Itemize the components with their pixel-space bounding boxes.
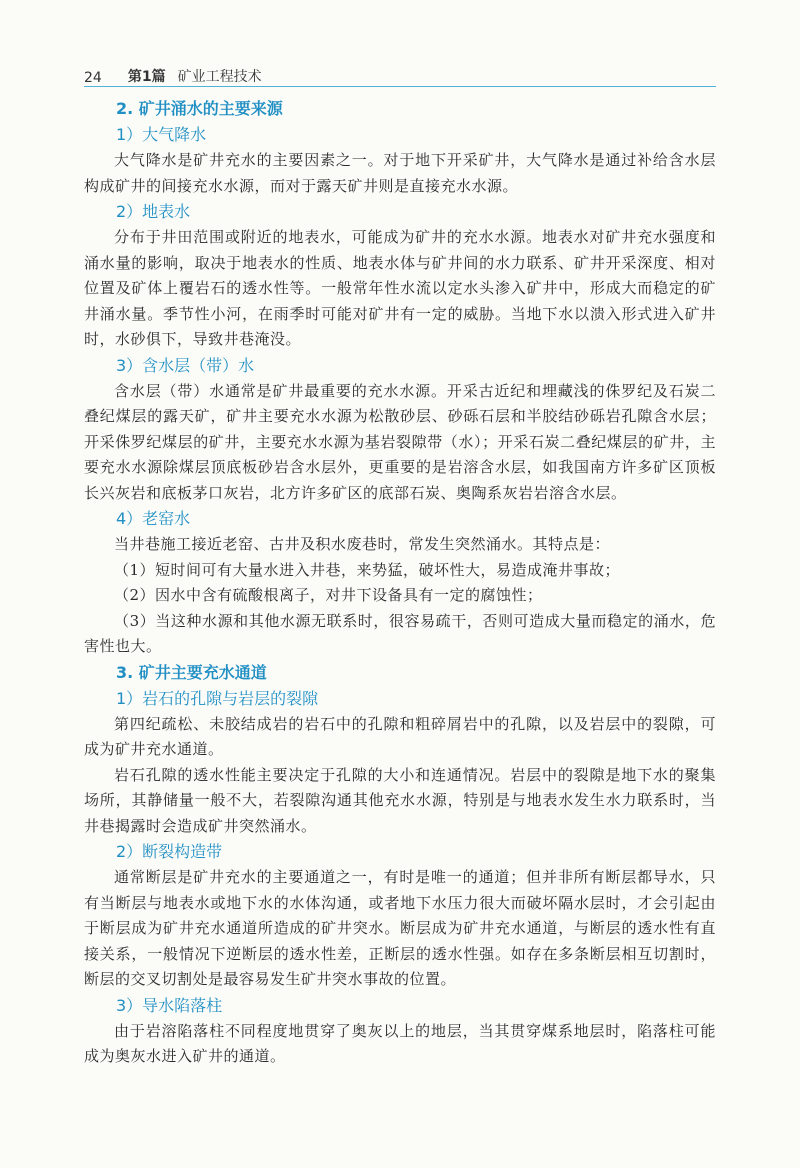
subsection-heading: 1）大气降水 [116,125,207,144]
subsection-heading: 3）导水陷落柱 [116,995,223,1015]
subsection-heading: 3）含水层（带）水 [116,355,255,375]
list-item: （2）因水中含有硫酸根离子，对井下设备具有一定的腐蚀性； [114,586,543,604]
subsection-heading: 2）地表水 [116,202,191,221]
body-paragraph: （3）当这种水源和其他水源无联系时，很容易疏干，否则可造成大量而稳定的涌水，危害性也大。 [84,611,716,655]
list-item: （1）短时间可有大量水进入井巷，来势猛，破坏性大，易造成淹井事故； [114,560,621,579]
header-rule [84,86,716,87]
section-heading: 2. 矿井涌水的主要来源 [116,99,283,118]
body-paragraph: 通常断层是矿井充水的主要通道之一，有时是唯一的通道；但并非所有断层都导水，只有当断层与地表水或地下水的水体沟通，或者地下水压力很大而破坏隔水层时，才会引起由于断层成为矿井充水通道所造成的矿井突水。断层成为矿井充水通道，与断层的透水性有直接关系，一般情况下逆断层的透水性差，正断层的透水性强。如存在多条断层相互切割时，断层的交叉切割处是最容易发生矿井突水事故的位置。 [84,868,716,988]
body-paragraph: 含水层（带）水通常是矿井最重要的充水水源。开采古近纪和埋藏浅的侏罗纪及石炭二叠纪煤层的露天矿，矿井主要充水水源为松散砂层、砂砾石层和半胶结砂砾岩孔隙含水层；开采侏罗纪煤层的矿井，主要充水水源为基岩裂隙带（水）；开采石炭二叠纪煤层的矿井，主要充水水源除煤层顶底板砂岩含水层外，更重要的是岩溶含水层，如我国南方许多矿区顶板长兴灰岩和底板茅口灰岩，北方许多矿区的底部石炭、奥陶系灰岩岩溶含水层。 [84,381,716,502]
section-heading: 3. 矿井主要充水通道 [116,662,267,682]
body-paragraph: 第四纪疏松、未胶结成岩的岩石中的孔隙和粗碎屑岩中的孔隙，以及岩层中的裂隙，可成为矿井充水通道。 [84,714,716,758]
body-paragraph: 分布于井田范围或附近的地表水，可能成为矿井的充水水源。地表水对矿井充水强度和涌水量的影响，取决于地表水的性质、地表水体与矿井间的水力联系、矿井开采深度、相对位置及矿体上覆岩石的透水性等。一般常年性水流以定水头渗入矿井中，形成大而稳定的矿井涌水量。季节性小河，在雨季时可能对矿井有一定的威胁。当地下水以溃入形式进入矿井时，水砂俱下，导致井巷淹没。 [84,228,716,348]
subsection-heading: 1）岩石的孔隙与岩层的裂隙 [116,688,319,708]
page-number: 24 [84,70,102,86]
body-paragraph: 当井巷施工接近老窑、古井及积水废巷时，常发生突然涌水。其特点是： [114,535,611,553]
subsection-heading: 4）老窑水 [116,509,191,528]
part-label: 第1篇 [127,69,166,85]
running-header [84,58,716,86]
part-title: 矿业工程技术 [177,69,262,85]
body-paragraph: 由于岩溶陷落柱不同程度地贯穿了奥灰以上的地层，当其贯穿煤系地层时，陷落柱可能成为奥灰水进入矿井的通道。 [84,1021,716,1065]
body-paragraph: 大气降水是矿井充水的主要因素之一。对于地下开采矿井，大气降水是通过补给含水层构成矿井的间接充水水源，而对于露天矿井则是直接充水水源。 [84,151,716,195]
body-paragraph: 岩石孔隙的透水性能主要决定于孔隙的大小和连通情况。岩层中的裂隙是地下水的聚集场所，其静储量一般不大，若裂隙沟通其他充水水源，特别是与地表水发生水力联系时，当井巷揭露时会造成矿井突然涌水。 [84,765,716,835]
subsection-heading: 2）断裂构造带 [116,842,223,861]
page-body [84,96,716,1070]
